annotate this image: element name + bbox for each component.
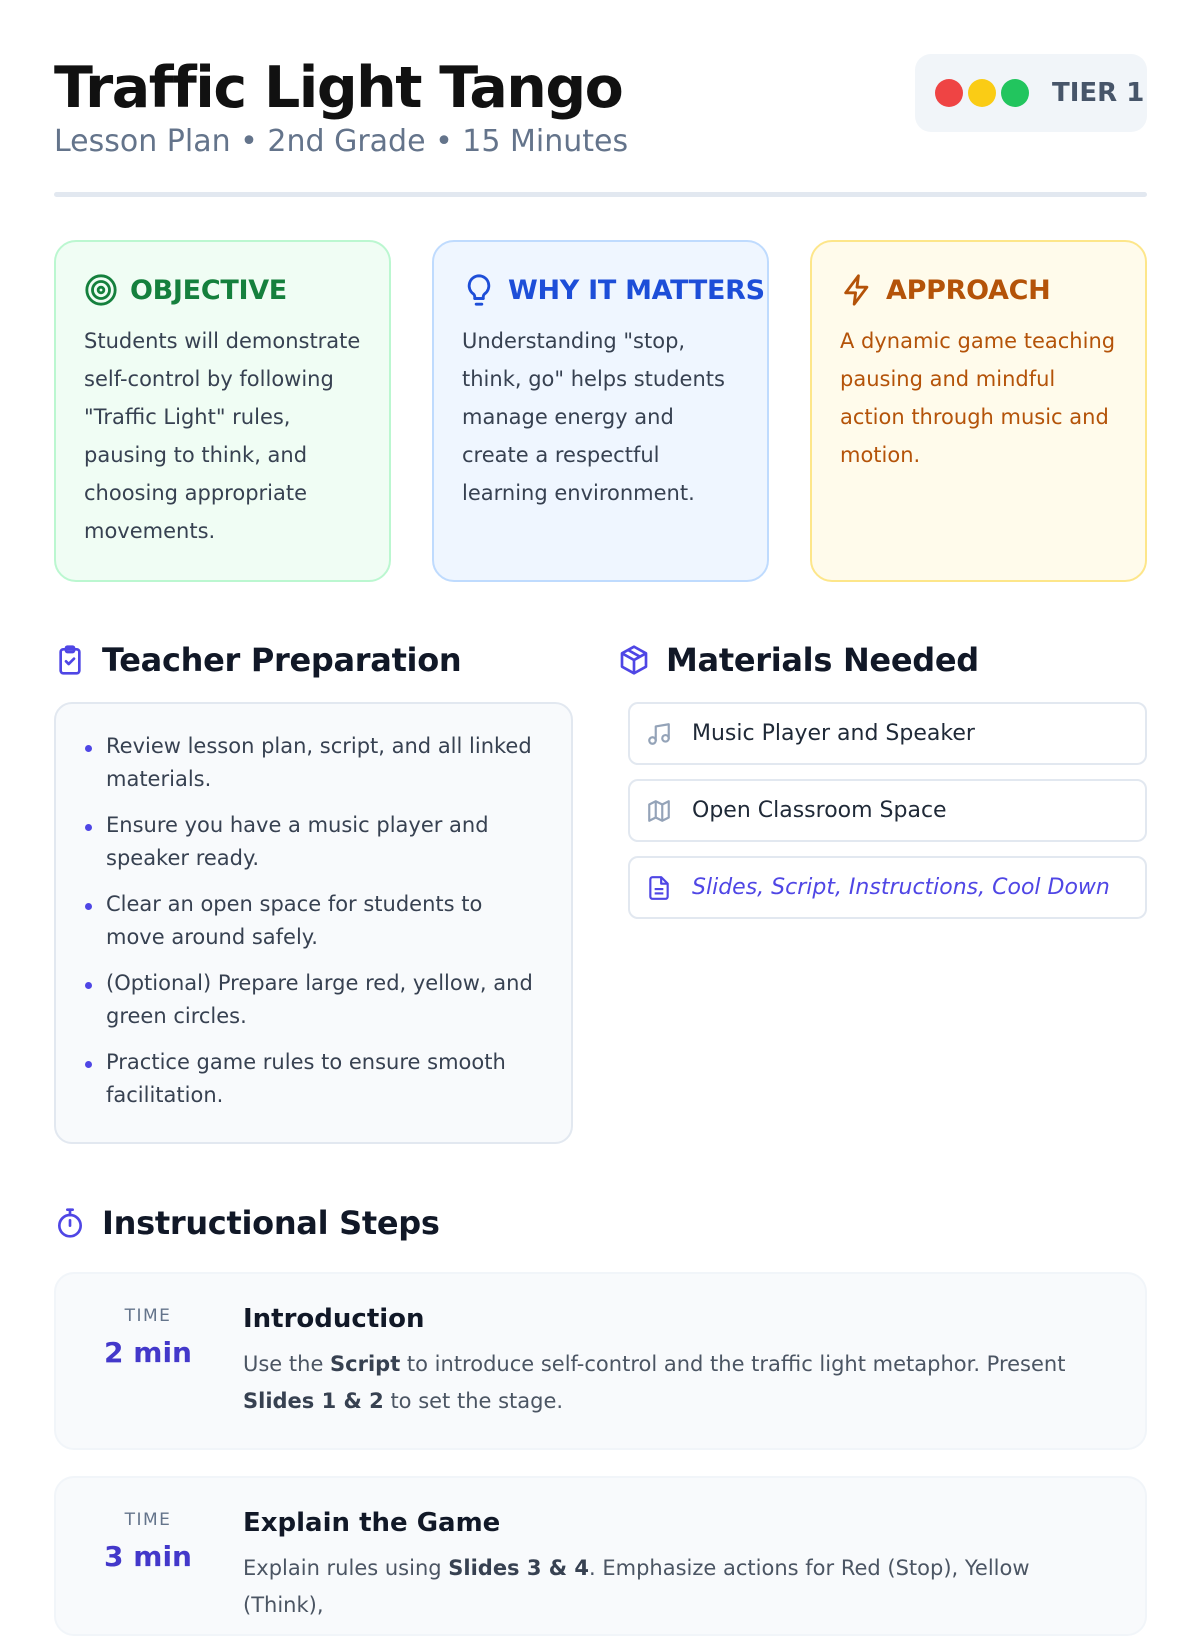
approach-text: A dynamic game teaching pausing and mindful action through music and motion. — [840, 329, 1116, 467]
map-icon — [646, 798, 672, 824]
why-it-matters-title: WHY IT MATTERS — [508, 274, 765, 306]
teacher-prep-box — [54, 702, 573, 1144]
material-item-music-player — [628, 702, 1147, 765]
time-label: TIME — [124, 1306, 172, 1326]
instructional-steps-heading — [54, 1203, 440, 1243]
header — [54, 52, 1147, 202]
cube-icon — [618, 644, 650, 676]
teacher-prep-list — [82, 730, 547, 1112]
material-label: Music Player and Speaker — [692, 721, 975, 746]
lightning-icon — [840, 273, 874, 307]
approach-card — [810, 240, 1147, 582]
tier-label: TIER 1 — [1052, 78, 1145, 108]
teacher-prep-heading — [54, 640, 461, 680]
documents-link[interactable]: Slides, Script, Instructions, Cool Down — [692, 875, 1110, 900]
instructional-steps-title: Instructional Steps — [102, 1204, 440, 1242]
time-value: 2 min — [104, 1336, 192, 1369]
materials-heading — [618, 640, 979, 680]
approach-title: APPROACH — [886, 274, 1051, 306]
green-light-icon — [1001, 79, 1029, 107]
objective-card — [54, 240, 391, 582]
step-card-explain-game — [54, 1476, 1147, 1636]
list-item: (Optional) Prepare large red, yellow, and green circles. — [82, 967, 547, 1033]
list-item: Practice game rules to ensure smooth facilitation. — [82, 1046, 547, 1112]
yellow-light-icon — [968, 79, 996, 107]
materials-list — [628, 702, 1147, 933]
red-light-icon — [935, 79, 963, 107]
material-label: Open Classroom Space — [692, 798, 947, 823]
tier-badge — [915, 54, 1147, 132]
step-time — [96, 1306, 200, 1369]
step-time — [96, 1510, 200, 1573]
clipboard-check-icon — [54, 644, 86, 676]
material-item-classroom-space — [628, 779, 1147, 842]
target-icon — [84, 273, 118, 307]
list-item: Review lesson plan, script, and all linked materials. — [82, 730, 547, 796]
document-icon — [646, 875, 672, 901]
music-note-icon — [646, 721, 672, 747]
summary-cards — [54, 240, 1147, 582]
time-value: 3 min — [104, 1540, 192, 1573]
step-description: Explain rules using Slides 3 & 4. Emphasize actions for Red (Stop), Yellow (Think), — [243, 1556, 1030, 1617]
step-title: Explain the Game — [243, 1508, 501, 1538]
step-card-introduction — [54, 1272, 1147, 1450]
why-it-matters-card — [432, 240, 769, 582]
header-divider — [54, 192, 1147, 197]
page-subtitle: Lesson Plan • 2nd Grade • 15 Minutes — [54, 124, 629, 159]
objective-title: OBJECTIVE — [130, 274, 287, 306]
lightbulb-icon — [462, 273, 496, 307]
step-description: Use the Script to introduce self-control and the traffic light metaphor. Present Slides 1 & 2 to set the stage. — [243, 1352, 1066, 1413]
why-it-matters-text: Understanding "stop, think, go" helps students manage energy and create a respectful learning environment. — [462, 329, 725, 505]
teacher-prep-title: Teacher Preparation — [102, 641, 462, 679]
list-item: Ensure you have a music player and speaker ready. — [82, 809, 547, 875]
step-title: Introduction — [243, 1304, 425, 1334]
list-item: Clear an open space for students to move around safely. — [82, 888, 547, 954]
page-title: Traffic Light Tango — [54, 55, 623, 121]
time-label: TIME — [124, 1510, 172, 1530]
objective-text: Students will demonstrate self-control by following "Traffic Light" rules, pausing to think, and choosing appropriate movements. — [84, 329, 361, 543]
material-item-documents[interactable] — [628, 856, 1147, 919]
materials-title: Materials Needed — [666, 641, 979, 679]
stopwatch-icon — [54, 1207, 86, 1239]
